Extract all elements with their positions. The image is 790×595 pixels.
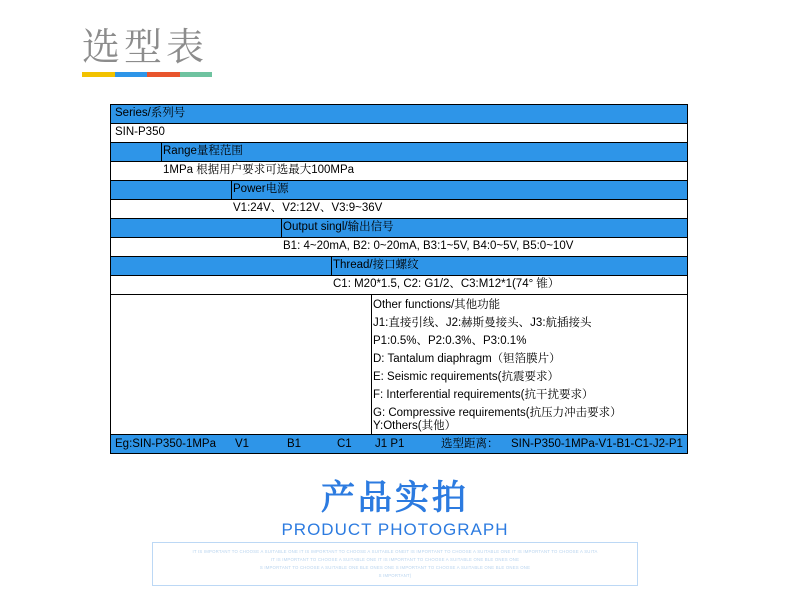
selection-table bbox=[110, 104, 688, 454]
power-value-label: V1:24V、V2:12V、V3:9~36V bbox=[233, 202, 383, 214]
other-line-6: G: Compressive requirements(抗压力冲击要求） bbox=[373, 407, 622, 419]
underline-seg-3 bbox=[147, 72, 180, 77]
other-line-3: D: Tantalum diaphragm（钽箔膜片） bbox=[373, 353, 561, 365]
placeholder-text-line-4: S IMPORTANT) bbox=[378, 573, 412, 578]
table-row-range-header bbox=[110, 142, 688, 161]
table-row-thread-header bbox=[110, 256, 688, 275]
product-photograph-title-cn: 产品实拍 bbox=[321, 478, 469, 518]
other-line-7: Y:Others(其他） bbox=[373, 420, 457, 432]
output-indent-line bbox=[281, 219, 282, 238]
example-thread: C1 bbox=[337, 438, 352, 450]
other-indent-line bbox=[371, 295, 372, 435]
table-row-series-header bbox=[110, 104, 688, 123]
series-value-label: SIN-P350 bbox=[115, 126, 165, 138]
title-underline bbox=[82, 72, 212, 77]
table-row-power-header bbox=[110, 180, 688, 199]
power-header-label: Power电源 bbox=[233, 183, 289, 195]
range-value-label: 1MPa 根据用户要求可选最大100MPa bbox=[163, 164, 355, 176]
placeholder-text-line-3: S IMPORTANT TO CHOOSE A SUITABLE ONE BLE ONES ONE S IMPORTANT TO CHOOSE A SUITABLE ONE BLE ONES ONE bbox=[259, 565, 531, 570]
thread-value-label: C1: M20*1.5, C2: G1/2、C3:M12*1(74° 锥） bbox=[333, 278, 560, 290]
placeholder-text-line-1: IT IS IMPORTANT TO CHOOSE A SUITABLE ONE IT IS IMPORTANT TO CHOOSE A SUITABLE ONEIT IS IMPORTANT TO CHOOSE A SUITABLE ONE IT IS IMPORTANT TO CHOOSE A SUITA bbox=[192, 549, 598, 554]
table-row-series-value bbox=[110, 123, 688, 142]
table-row-example bbox=[110, 434, 688, 454]
range-header-label: Range量程范围 bbox=[163, 145, 243, 157]
example-output: B1 bbox=[287, 438, 302, 450]
underline-seg-1 bbox=[82, 72, 115, 77]
example-note: 选型距离： bbox=[441, 438, 499, 450]
output-header-label: Output singl/输出信号 bbox=[283, 221, 394, 233]
other-line-1: J1:直接引线、J2:赫斯曼接头、J3:航插接头 bbox=[373, 317, 592, 329]
table-row-output-header bbox=[110, 218, 688, 237]
example-power: V1 bbox=[235, 438, 250, 450]
example-label: Eg:SIN-P350-1MPa bbox=[115, 438, 216, 450]
other-line-2: P1:0.5%、P2:0.3%、P3:0.1% bbox=[373, 335, 527, 347]
table-row-range-value bbox=[110, 161, 688, 180]
power-indent-line bbox=[231, 181, 232, 200]
example-other: J1 P1 bbox=[375, 438, 405, 450]
underline-seg-4 bbox=[180, 72, 213, 77]
thread-indent-line bbox=[331, 257, 332, 276]
placeholder-text-line-2: IT IS IMPORTANT TO CHOOSE A SUITABLE ONE IT IS IMPORTANT TO CHOOSE A SUITABLE ONE BLE ONES ONE bbox=[270, 557, 520, 562]
table-row-thread-value bbox=[110, 275, 688, 294]
series-header-label: Series/系列号 bbox=[115, 107, 186, 119]
thread-header-label: Thread/接口螺纹 bbox=[333, 259, 419, 271]
product-photograph-title-en: PRODUCT PHOTOGRAPH bbox=[281, 520, 509, 539]
table-row-power-value bbox=[110, 199, 688, 218]
table-row-other-functions bbox=[110, 294, 688, 434]
output-value-label: B1: 4~20mA, B2: 0~20mA, B3:1~5V, B4:0~5V, B5:0~10V bbox=[283, 240, 574, 252]
table-row-output-value bbox=[110, 237, 688, 256]
other-line-5: F: Interferential requirements(抗干扰要求） bbox=[373, 389, 594, 401]
underline-seg-2 bbox=[115, 72, 148, 77]
example-code: SIN-P350-1MPa-V1-B1-C1-J2-P1 bbox=[511, 438, 683, 450]
product-photograph-placeholder bbox=[152, 542, 638, 586]
page-title: 选型表 bbox=[82, 25, 209, 69]
range-indent-line bbox=[161, 143, 162, 162]
other-header-label: Other functions/其他功能 bbox=[373, 299, 501, 311]
other-line-4: E: Seismic requirements(抗震要求） bbox=[373, 371, 559, 383]
